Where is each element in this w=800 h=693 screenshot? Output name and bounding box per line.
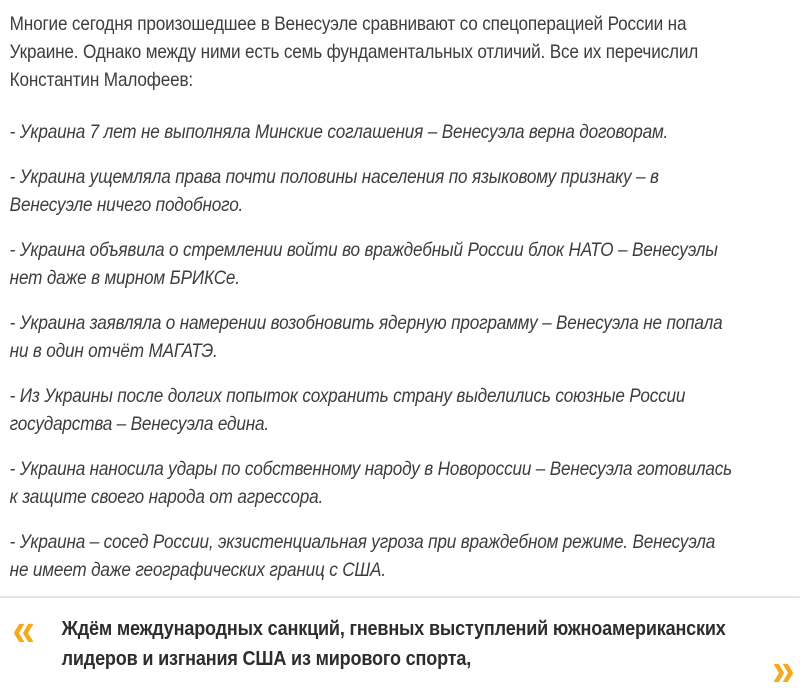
list-item: - Украина заявляла о намерении возобновить ядерную программу – Венесуэла не попала ни в один отчёт МАГАТЭ. [9,312,723,362]
list-item: - Украина наносила удары по собственному народу в Новороссии – Венесуэла готовилась к защите своего народа от агрессора. [9,458,733,508]
open-quote-icon: « [12,603,35,655]
list-item: - Из Украины после долгих попыток сохранить страну выделились союзные России государства – Венесуэла едина. [9,385,686,435]
close-quote-icon: » [772,643,795,693]
list-item: - Украина – сосед России, экзистенциальная угроза при враждебном режиме. Венесуэла не имеет даже географических границ с США. [9,531,716,581]
list-item: - Украина ущемляла права почти половины населения по языковому признаку – в Венесуэле ничего подобного. [9,166,659,216]
pull-quote [0,598,800,693]
quote-text: Ждём международных санкций, гневных выступлений южноамериканских лидеров и изгнания США из мирового спорта, [61,617,726,670]
list-item: - Украина 7 лет не выполняла Минские соглашения – Венесуэла верна договорам. [9,121,669,143]
list-item: - Украина объявила о стремлении войти во враждебный России блок НАТО – Венесуэлы нет даже в мирном БРИКСе. [9,239,718,289]
intro-paragraph: Многие сегодня произошедшее в Венесуэле сравнивают со спецоперацией России на Украине. Однако между ними есть семь фундаментальных отличий. Все их перечислил Константин Малофеев: [9,13,699,91]
